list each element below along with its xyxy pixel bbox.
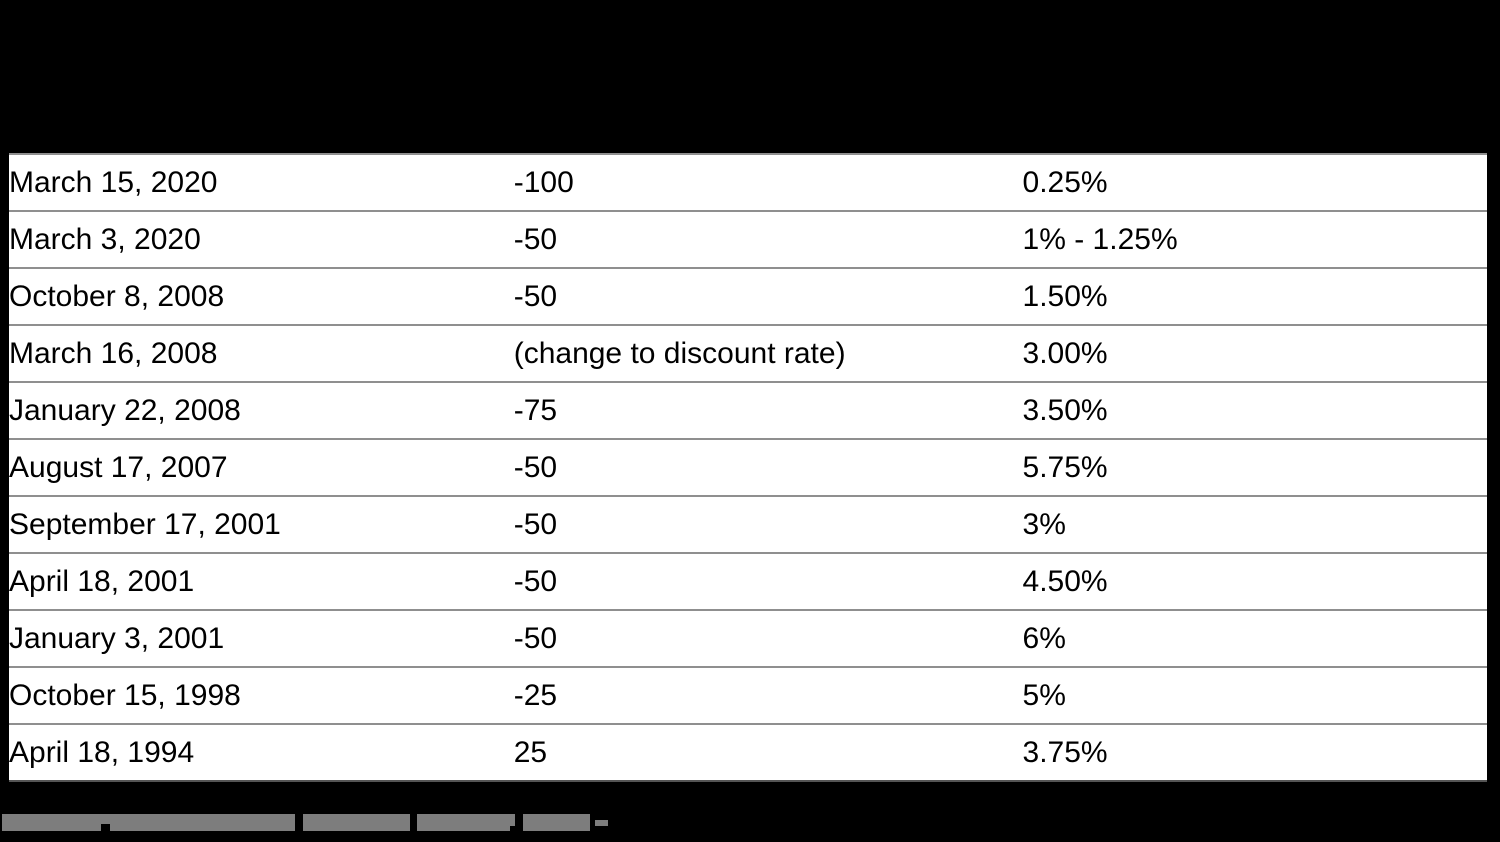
rate-cell: 3.00% <box>1022 337 1108 370</box>
date-cell: April 18, 2001 <box>9 565 195 598</box>
change-cell: -50 <box>513 451 558 484</box>
change-cell: -50 <box>513 508 558 541</box>
rate-cell: 5.75% <box>1022 451 1108 484</box>
change-cell: 25 <box>513 736 548 769</box>
rate-cell: 3.50% <box>1022 394 1108 427</box>
date-cell: January 22, 2008 <box>9 394 241 427</box>
change-cell: -50 <box>513 223 558 256</box>
change-cell: -25 <box>513 679 558 712</box>
rate-cell: 4.50% <box>1022 565 1108 598</box>
table-row <box>9 325 1487 382</box>
date-cell: March 16, 2008 <box>9 337 218 370</box>
change-cell: -50 <box>513 565 558 598</box>
date-cell: March 3, 2020 <box>9 223 201 256</box>
date-cell: October 8, 2008 <box>9 280 225 313</box>
comma-notch <box>101 824 110 831</box>
table-row <box>9 724 1487 781</box>
rate-cell: 0.25% <box>1022 166 1108 199</box>
table-row <box>9 439 1487 496</box>
table-row <box>9 268 1487 325</box>
redacted-text-dash <box>595 820 608 826</box>
rate-change-table <box>9 153 1487 782</box>
change-cell: -50 <box>513 280 558 313</box>
rate-cell: 1.50% <box>1022 280 1108 313</box>
redacted-text-block <box>523 814 590 831</box>
table-row <box>9 667 1487 724</box>
table-row <box>9 211 1487 268</box>
table-row <box>9 382 1487 439</box>
table-body <box>9 154 1487 781</box>
date-cell: September 17, 2001 <box>9 508 281 541</box>
redacted-text-block <box>2 814 295 831</box>
rate-cell: 1% - 1.25% <box>1022 223 1178 256</box>
change-cell: -75 <box>513 394 558 427</box>
date-cell: April 18, 1994 <box>9 736 195 769</box>
change-cell: -50 <box>513 622 558 655</box>
redacted-text-block <box>417 814 515 831</box>
rate-cell: 3.75% <box>1022 736 1108 769</box>
redacted-text-block <box>303 814 410 831</box>
change-cell: (change to discount rate) <box>513 337 846 370</box>
table-row <box>9 154 1487 211</box>
comma-notch <box>510 826 519 835</box>
table-row <box>9 610 1487 667</box>
table-row <box>9 553 1487 610</box>
table-row <box>9 496 1487 553</box>
data-table <box>9 153 1487 782</box>
rate-cell: 3% <box>1022 508 1066 541</box>
date-cell: March 15, 2020 <box>9 166 218 199</box>
rate-cell: 6% <box>1022 622 1066 655</box>
date-cell: August 17, 2007 <box>9 451 228 484</box>
date-cell: October 15, 1998 <box>9 679 241 712</box>
rate-cell: 5% <box>1022 679 1066 712</box>
source-text-redacted <box>0 814 620 834</box>
change-cell: -100 <box>513 166 574 199</box>
date-cell: January 3, 2001 <box>9 622 225 655</box>
